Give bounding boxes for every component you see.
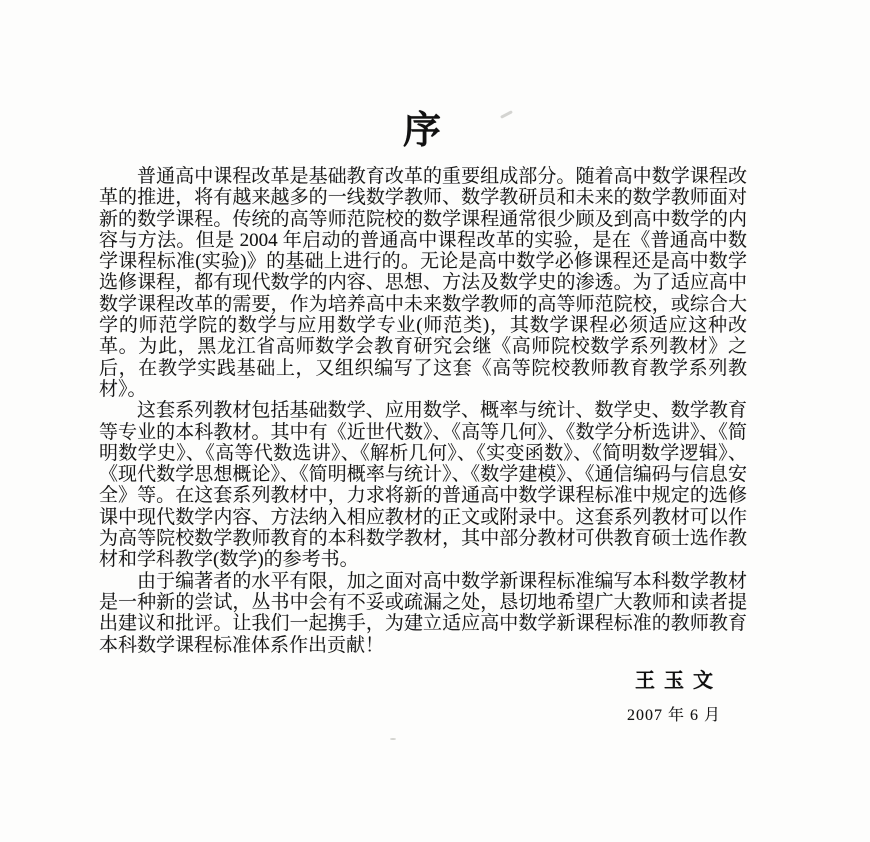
scan-speck-mark bbox=[390, 738, 396, 740]
page-title: 序 bbox=[402, 110, 443, 152]
paragraph-1: 普通高中课程改革是基础教育改革的重要组成部分。随着高中数学课程改革的推进，将有越来越多的一线数学教师、数学教研员和未来的数学教师面对新的数学课程。传统的高等师范院校的数学课程通常很少顾及到高中数学的内容与方法。但是 2004 年启动的普通高中课程改革的实验，是在《普通高中数学课程标准(实验)》的基础上进行的。无论是高中数学必修课程还是高中数学选修课程，都有现代数学的内容、思想、方法及数学史的渗透。为了适应高中数学课程改革的需要，作为培养高中未来数学教师的高等师范院校，或综合大学的师范学院的数学与应用数学专业(师范类)，其数学课程必须适应这种改革。为此，黑龙江省高师数学会教育研究会继《高师院校数学系列教材》之后，在教学实践基础上，又组织编写了这套《高等院校教师教育教学系列教材》。 bbox=[99, 166, 747, 400]
preface-body bbox=[99, 166, 747, 656]
signature-block bbox=[574, 664, 774, 725]
signature-name: 王玉文 bbox=[635, 670, 722, 692]
signature-date: 2007 年 6 月 bbox=[626, 707, 721, 724]
paragraph-3: 由于编著者的水平有限，加之面对高中数学新课程标准编写本科数学教材是一种新的尝试，丛书中会有不妥或疏漏之处，恳切地希望广大教师和读者提出建议和批评。让我们一起携手，为建立适应高中数学新课程标准的教师教育本科数学课程标准体系作出贡献！ bbox=[99, 570, 747, 656]
paragraph-2: 这套系列教材包括基础数学、应用数学、概率与统计、数学史、数学教育等专业的本科教材。其中有《近世代数》、《高等几何》、《数学分析选讲》、《简明数学史》、《高等代数选讲》、《解析几何》、《实变函数》、《简明数学逻辑》、《现代数学思想概论》、《简明概率与统计》、《数学建模》、《通信编码与信息安全》等。在这套系列教材中，力求将新的普通高中数学课程标准中规定的选修课中现代数学内容、方法纳入相应教材的正文或附录中。这套系列教材可以作为高等院校数学教师教育的本科数学教材，其中部分教材可供教育硕士选作教材和学科教学(数学)的参考书。 bbox=[99, 400, 747, 571]
